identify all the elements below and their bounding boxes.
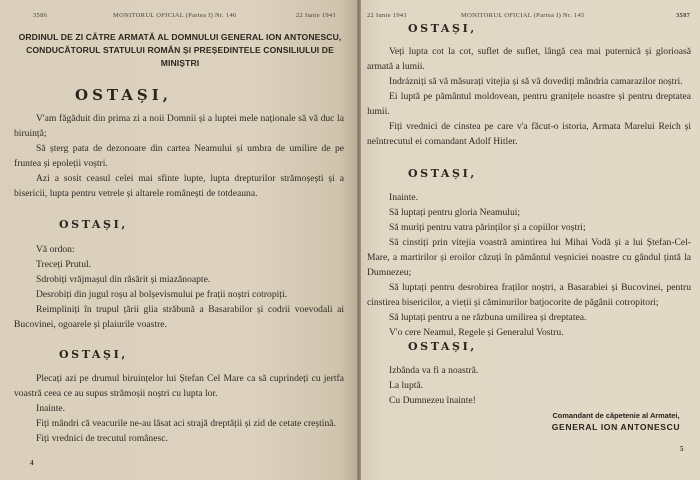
paragraph: Veți lupta cot la cot, suflet de suflet, lângă cea mai puternică și glorioasă armată a lumii. — [367, 46, 691, 72]
paragraph: Desrobiți din jugul roșu al bolșevismului pe frații noștri cotropiți. — [36, 289, 288, 300]
paragraph: Să muriți pentru vatra părinților și a copiilor voștri; — [389, 222, 586, 233]
right-publication-header: MONITORUL OFICIAL (Partea I) Nr. 145 — [461, 12, 585, 19]
section-body — [14, 242, 344, 332]
section-heading: OSTAȘI, — [75, 86, 172, 104]
paragraph: Fiți vrednici de cinstea pe care v'a făcut-o istoria, Armata Marelui Reich și neîntrecutul ei comandant Adolf Hitler. — [367, 121, 691, 147]
page-number: 4 — [30, 459, 34, 467]
paragraph: V'o cere Neamul, Regele și Generalul Vostru. — [389, 327, 564, 338]
paragraph: Să șterg pata de dezonoare din cartea Neamului și umbra de umilire de pe fruntea și epoleții voștri. — [14, 143, 344, 169]
paragraph: Cu Dumnezeu înainte! — [389, 395, 476, 406]
section-heading: OSTAȘI, — [59, 348, 128, 361]
section-body — [14, 111, 344, 201]
paragraph: Să cinstiți prin vitejia voastră amintirea lui Mihai Vodă și a lui Ștefan-Cel-Mare, a martirilor și eroilor căzuți în pământul veșniciei noastre cu gândul țintă la Dumnezeu; — [367, 237, 691, 278]
paragraph: Vă ordon: — [36, 244, 75, 255]
right-date-header: 22 Iunie 1941 — [367, 12, 408, 19]
paragraph: V'am făgăduit din prima zi a noii Domnii și a luptei mele naționale să vă duc la biruință; — [14, 113, 344, 139]
paragraph: Fiți vrednici de trecutul românesc. — [36, 433, 168, 444]
section-body — [367, 44, 691, 149]
section-heading: OSTAȘI, — [408, 167, 477, 180]
section-body — [367, 190, 691, 340]
paragraph: Treceți Prutul. — [36, 259, 92, 270]
section-heading: OSTAȘI, — [408, 340, 477, 353]
section-heading: OSTAȘI, — [408, 22, 477, 35]
decree-title-line-2: CONDUCĂTORUL STATULUI ROMÂN ȘI PREȘEDINTELE CONSILIULUI DE MINIȘTRI — [26, 45, 334, 68]
decree-title-line-1: ORDINUL DE ZI CĂTRE ARMATĂ AL DOMNULUI GENERAL ION ANTONESCU, — [18, 32, 342, 42]
right-page-number-header: 3587 — [676, 12, 691, 19]
paragraph: Sdrobiți vrăjmașul din răsărit și miazănoapte. — [36, 274, 211, 285]
section-body — [14, 371, 344, 446]
section-heading: OSTAȘI, — [59, 218, 128, 231]
paragraph: Ei luptă pe pământul moldovean, pentru granițele noastre și pentru dreptatea lumii. — [367, 91, 691, 117]
left-page-number-header: 3586 — [33, 12, 48, 19]
signature-block — [536, 410, 696, 434]
paragraph: Să luptați pentru a ne răzbuna umilirea și dreptatea. — [389, 312, 587, 323]
paragraph: Plecați azi pe drumul biruințelor lui Ștefan Cel Mare ca să cuprindeți cu jertfa voastră ceea ce au supus strămoșii noștri cu lupta lor. — [14, 373, 344, 399]
paragraph: Să luptați pentru gloria Neamului; — [389, 207, 521, 218]
page-number: 5 — [680, 445, 684, 453]
decree-title — [10, 31, 350, 70]
paragraph: Izbânda va fi a noastră. — [389, 365, 479, 376]
left-publication-header: MONITORUL OFICIAL (Partea I) Nr. 146 — [113, 12, 237, 19]
paragraph: Fiți mândri că veacurile ne-au lăsat aci strajă dreptății și zid de cetate creștină. — [36, 418, 336, 429]
section-body — [367, 363, 691, 408]
signature-role: Comandant de căpetenie al Armatei, — [552, 411, 680, 420]
paragraph: Indrázniți să vă măsurați vitejia și să vă dovediți mândria camarazilor noștri. — [389, 76, 683, 87]
paragraph: Să luptați pentru desrobirea fraților noștri, a Basarabiei și Bucovinei, pentru cinstirea bisericilor, a vieții și căminurilor batjocorite de păgânii cotropitori; — [367, 282, 691, 308]
paragraph: La luptă. — [389, 380, 424, 391]
paragraph: Inainte. — [36, 403, 66, 414]
paragraph: Reimpliniți în trupul țării glia străbună a Basarabilor și codrii voevodali ai Bucovinei, ogoarele și plaiurile voastre. — [14, 304, 344, 330]
left-date-header: 22 Iunie 1941 — [296, 12, 337, 19]
right-page — [361, 0, 700, 480]
paragraph: Azi a sosit ceasul celei mai sfinte lupte, lupta drepturilor strămoșești și a bisericii, lupta pentru vetrele și altarele românești de totdeauna. — [14, 173, 344, 199]
signature-name: GENERAL ION ANTONESCU — [551, 422, 681, 432]
paragraph: Inainte. — [389, 192, 419, 203]
